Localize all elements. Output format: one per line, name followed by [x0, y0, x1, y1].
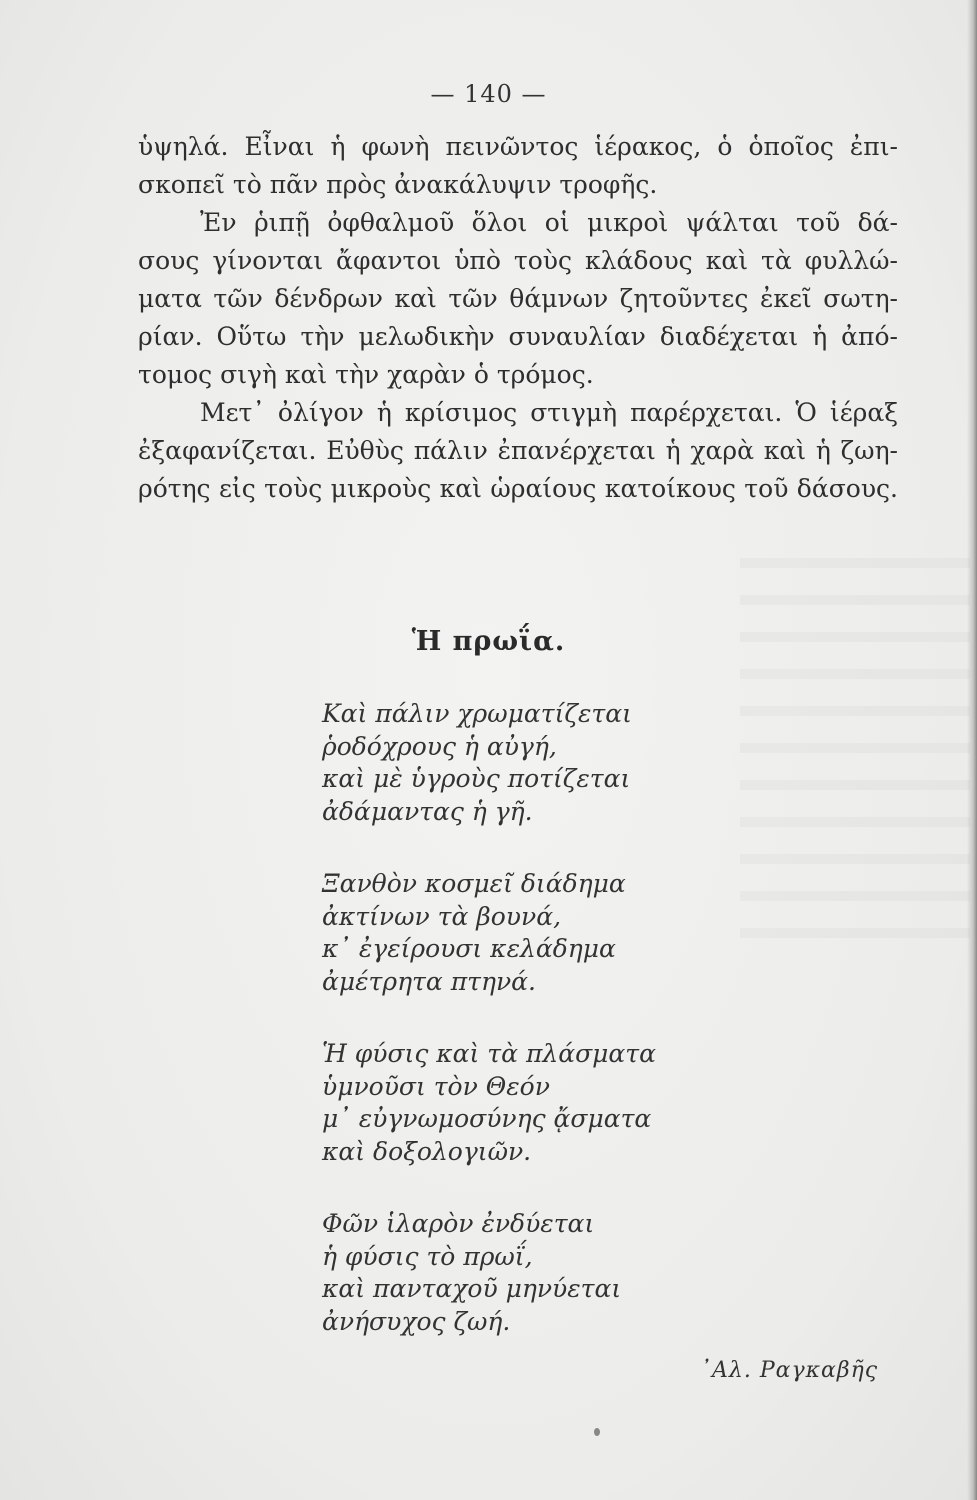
prose-line: τομος σιγὴ καὶ τὴν χαρὰν ὁ τρόμος.: [138, 360, 594, 389]
poem-author: ᾽Αλ. Ραγκαβῆς: [700, 1358, 879, 1383]
poem-verse: καὶ δοξολογιῶν.: [322, 1136, 532, 1166]
poem-verse: ὑμνοῦσι τὸν Θεόν: [322, 1071, 550, 1101]
poem-verse: καὶ πανταχοῦ μηνύεται: [322, 1274, 622, 1303]
prose-line: ματα τῶν δένδρων καὶ τῶν θάμνων ζητοῦντες ἐκεῖ σωτη-: [138, 284, 898, 313]
page-number: — 140 —: [430, 80, 547, 108]
poem-verse: ἀμέτρητα πτηνά.: [322, 966, 536, 996]
poem-verse: Καὶ πάλιν χρωματίζεται: [322, 699, 632, 728]
prose-paragraphs: [138, 128, 898, 508]
prose-line: Μετ᾽ ὀλίγον ἡ κρίσιμος στιγμὴ παρέρχεται. Ὁ ἱέραξ: [200, 398, 898, 427]
prose-line: Ἐν ῥιπῇ ὀφθαλμοῦ ὅλοι οἱ μικροὶ ψάλται τοῦ δά-: [200, 208, 898, 237]
poem-verse: ἀδάμαντας ἡ γῆ.: [322, 796, 533, 826]
page-edge-shadow: [967, 0, 977, 1500]
poem-body: [322, 698, 742, 1378]
poem-stanza: [322, 1038, 742, 1168]
show-through-texture: [740, 540, 970, 960]
poem-verse: καὶ μὲ ὑγροὺς ποτίζεται: [322, 764, 631, 793]
poem-verse: ἀνήσυχος ζωή.: [322, 1306, 511, 1336]
prose-line: ὑψηλά. Εἶναι ἡ φωνὴ πεινῶντος ἱέρακος, ὁ ὁποῖος ἐπι-: [138, 132, 898, 161]
prose-line: ρίαν. Οὕτω τὴν μελωδικὴν συναυλίαν διαδέχεται ἡ ἀπό-: [138, 322, 898, 351]
poem-stanza: [322, 1208, 742, 1338]
poem-verse: Φῶν ἱλαρὸν ἐνδύεται: [322, 1209, 595, 1238]
poem-stanza: [322, 868, 742, 998]
poem-verse: Ξανθὸν κοσμεῖ διάδημα: [322, 869, 626, 898]
poem-verse: κ᾽ ἐγείρουσι κελάδημα: [322, 934, 616, 963]
prose-line: ρότης εἰς τοὺς μικροὺς καὶ ὡραίους κατοίκους τοῦ δάσους.: [138, 474, 898, 503]
poem-verse: ἡ φύσις τὸ πρωΐ,: [322, 1241, 533, 1271]
poem-verse: μ᾽ εὐγνωμοσύνης ᾄσματα: [322, 1104, 652, 1133]
poem-title: Ἡ πρωΐα.: [411, 626, 566, 657]
prose-line: σους γίνονται ἄφαντοι ὑπὸ τοὺς κλάδους καὶ τὰ φυλλώ-: [138, 246, 898, 275]
poem-stanza: [322, 698, 742, 828]
poem-verse: ῥοδόχρους ἡ αὐγή,: [322, 731, 557, 761]
poem-verse: ἀκτίνων τὰ βουνά,: [322, 901, 562, 931]
prose-line: ἐξαφανίζεται. Εὐθὺς πάλιν ἐπανέρχεται ἡ χαρὰ καὶ ἡ ζωη-: [138, 436, 898, 465]
ink-speck: [594, 1428, 600, 1436]
poem-verse: Ἡ φύσις καὶ τὰ πλάσματα: [322, 1039, 657, 1068]
prose-line: σκοπεῖ τὸ πᾶν πρὸς ἀνακάλυψιν τροφῆς.: [138, 170, 658, 199]
